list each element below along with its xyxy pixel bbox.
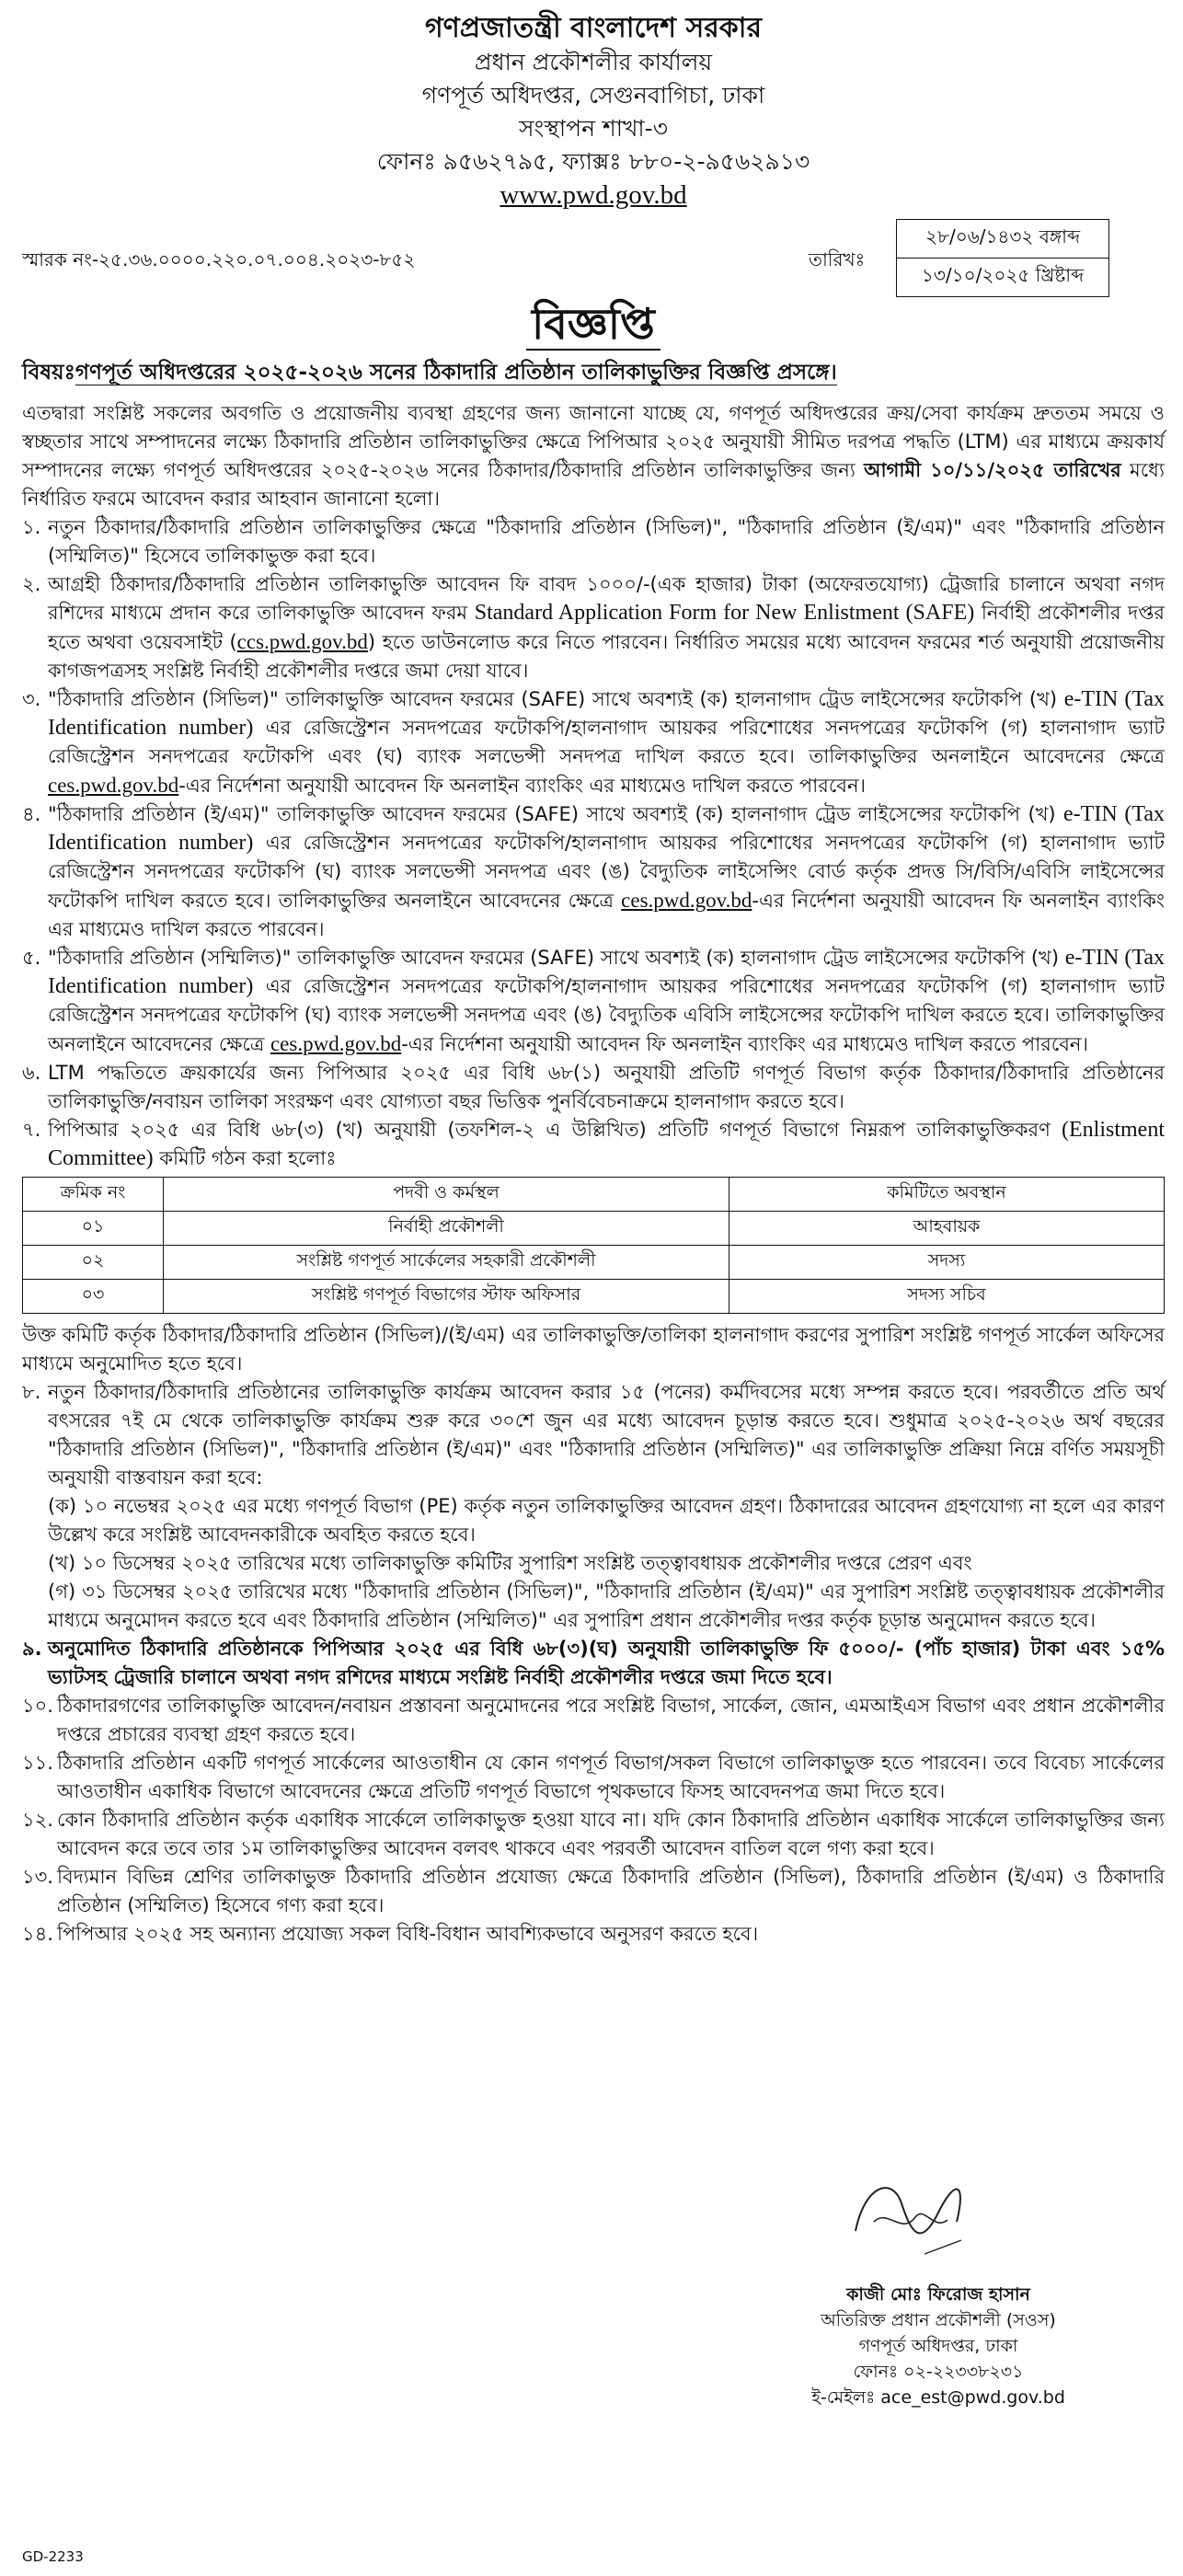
- subject-line: [22, 357, 1165, 388]
- item-text: [48, 1378, 1165, 1635]
- item-text: [48, 944, 1165, 1059]
- list-item: [22, 1059, 1165, 1116]
- footer-code: GD-2233: [22, 2548, 84, 2565]
- item-text-a: "ঠিকাদারি প্রতিষ্ঠান (সিভিল)" তালিকাভুক্তি আবেদন ফরমের (SAFE) সাথে অবশ্যই (ক) হালনাগাদ ট্রেড লাইসেন্সের ফটোকপি (খ): [48, 688, 1064, 710]
- table-row: [23, 1246, 1165, 1280]
- signer-phone: ফোনঃ ০২-২২৩৩৮২৩১: [853, 2362, 1024, 2382]
- item-text-b: এর রেজিস্ট্রেশন সনদপত্রের ফটোকপি/হালনাগাদ আয়কর পরিশোধের সনদপত্রের ফটোকপি (গ) হালনাগাদ ভ্যাট রেজিস্ট্রেশন সনদপত্রের ফটোকপি (ঘ) ব্যাংক সলভেন্সী সনদপত্র এবং (ঙ) বৈদ্যুতিক এবিসি লাইসেন্সের ফটোকপি দাখিল করতে হবে। তালিকাভুক্তির অনলাইনে আবেদনের ক্ষেত্রে: [48, 975, 1165, 1055]
- list-item: [22, 685, 1165, 800]
- govt-name: গণপ্রজাতন্ত্রী বাংলাদেশ সরকার: [425, 12, 762, 44]
- item-text: [48, 800, 1165, 944]
- item-text-c: ) হতে ডাউনলোড করে নিতে পারবেন। নির্ধারিত সময়ের মধ্যে আবেদন ফরমের শর্ত অনুযায়ী প্রয়োজনীয় কাগজপত্রসহ সংশ্লিষ্ট নির্বাহী প্রকৌশলীর দপ্তরে জমা দেয়া যাবে।: [48, 631, 1165, 682]
- table-cell: সদস্য সচিব: [729, 1280, 1165, 1314]
- list-item: [22, 1378, 1165, 1635]
- letterhead: [22, 11, 1165, 212]
- schedule-ka: (ক) ১০ নভেম্বর ২০২৫ এর মধ্যে গণপূর্ত বিভাগ (PE) কর্তৃক নতুন তালিকাভুক্তির আবেদন গ্রহণ। ঠিকাদারের আবেদন গ্রহণযোগ্য না হলে এর কারণ উল্লেখ করে সংশ্লিষ্ট আবেদনকারীকে অবহিত করতে হবে।: [48, 1495, 1165, 1546]
- table-cell: সদস্য: [729, 1246, 1165, 1280]
- item-number: ১৩.: [22, 1866, 53, 1888]
- item-text-a: "ঠিকাদারি প্রতিষ্ঠান (সম্মিলিত)" তালিকাভুক্তি আবেদন ফরমের (SAFE) সাথে অবশ্যই (ক) হালনাগাদ ট্রেড লাইসেন্সের ফটোকপি (খ): [48, 947, 1065, 969]
- table-header-row: [23, 1178, 1165, 1212]
- column-header: কমিটিতে অবস্থান: [729, 1178, 1165, 1212]
- schedule-ga: (গ) ৩১ ডিসেম্বর ২০২৫ তারিখের মধ্যে "ঠিকাদারি প্রতিষ্ঠান (সিভিল)", "ঠিকাদারি প্রতিষ্ঠান (ই/এম)" এর সুপারিশ সংশ্লিষ্ট তত্ত্বাবধায়ক প্রকৌশলীর মাধ্যমে অনুমোদন করতে হবে এবং ঠিকাদারি প্রতিষ্ঠান (সম্মিলিত)" এর সুপারিশ প্রধান প্রকৌশলীর দপ্তর কর্তৃক চূড়ান্ত অনুমোদন করতে হবে।: [48, 1581, 1165, 1631]
- item-text: ঠিকাদারি প্রতিষ্ঠান একটি গণপূর্ত সার্কেলের আওতাধীন যে কোন গণপূর্ত বিভাগ/সকল বিভাগে তালিকাভুক্ত হতে পারবেন। তবে বিবেচ্য সার্কেলের আওতাধীন একাধিক বিভাগে আবেদনের ক্ষেত্রে প্রতিটি গণপূর্ত বিভাগে পৃথকভাবে ফিসহ আবেদনপত্র জমা দিতে হবে।: [57, 1752, 1165, 1802]
- website-link[interactable]: ces.pwd.gov.bd: [48, 774, 179, 797]
- item-number: ১৪.: [22, 1923, 53, 1945]
- list-item: [22, 570, 1165, 685]
- table-cell: ০২: [23, 1246, 164, 1280]
- item-text-a: পিপিআর ২০২৫ এর বিধি ৬৮(৩) (খ) অনুযায়ী (তফশিল-২ এ উল্লিখিত) প্রতিটি গণপূর্ত বিভাগে নিম্নরূপ তালিকাভুক্তিকরণ: [48, 1119, 1062, 1141]
- office-name: প্রধান প্রকৌশলীর কার্যালয়: [474, 49, 713, 75]
- item-number: ৪.: [22, 803, 41, 825]
- safe-form-name: Standard Application Form for New Enlistment (SAFE): [474, 601, 975, 625]
- website-link[interactable]: ces.pwd.gov.bd: [270, 1032, 402, 1055]
- item-text-c: -এর নির্দেশনা অনুযায়ী আবেদন ফি অনলাইন ব্যাংকিং এর মাধ্যমেও দাখিল করতে পারবেন।: [401, 1033, 1088, 1055]
- table-cell: ০৩: [23, 1280, 164, 1314]
- item-text: পিপিআর ২০২৫ সহ অন্যান্য প্রযোজ্য সকল বিধি-বিধান আবশ্যিকভাবে অনুসরণ করতে হবে।: [57, 1923, 759, 1945]
- memo-row: [22, 217, 1165, 293]
- committee-table: [22, 1177, 1165, 1314]
- item-number: ৬.: [22, 1062, 41, 1084]
- item-text-c: কমিটি গঠন করা হলোঃ: [153, 1147, 337, 1169]
- committee-name: (Enlistment Committee): [48, 1118, 1165, 1170]
- item-text: নতুন ঠিকাদার/ঠিকাদারি প্রতিষ্ঠান তালিকাভুক্তির ক্ষেত্রে "ঠিকাদারি প্রতিষ্ঠান (সিভিল)", "ঠিকাদারি প্রতিষ্ঠান (ই/এম)" এবং "ঠিকাদারি প্রতিষ্ঠান (সম্মিলিত)" হিসেবে তালিকাভুক্ত করা হবে।: [48, 516, 1165, 567]
- list-item: [22, 944, 1165, 1059]
- intro-deadline: আগামী ১০/১১/২০২৫ তারিখের: [864, 459, 1121, 481]
- item-number: ১১.: [22, 1752, 53, 1774]
- schedule-kha: (খ) ১০ ডিসেম্বর ২০২৫ তারিখের মধ্যে তালিকাভুক্তি কমিটির সুপারিশ সংশ্লিষ্ট তত্ত্বাবধায়ক প্রকৌশলীর দপ্তরে প্রেরণ এবং: [48, 1552, 972, 1574]
- table-cell: আহবায়ক: [729, 1212, 1165, 1246]
- intro-text: এতদ্বারা সংশ্লিষ্ট সকলের অবগতি ও প্রয়োজনীয় ব্যবস্থা গ্রহণের জন্য জানানো যাচ্ছে যে, গণপূর্ত অধিদপ্তরের ক্রয়/সেবা কার্যক্রম দ্রুততম সময়ে ও স্বচ্ছতার সাথে সম্পাদনের লক্ষ্যে ঠিকাদারি প্রতিষ্ঠান তালিকাভুক্তির ক্ষেত্রে পিপিআর ২০২৫ অনুযায়ী সীমিত দরপত্র পদ্ধতি (LTM) এর মাধ্যমে ক্রয়কার্য সম্পাদনের লক্ষ্যে গণপূর্ত অধিদপ্তরের ২০২৫-২০২৬ সনের ঠিকাদার/ঠিকাদারি প্রতিষ্ঠান তালিকাভুক্তির জন্য: [22, 402, 1165, 481]
- etin-label: e-TIN (Tax Identification number): [48, 946, 1165, 998]
- item-number: ৯.: [22, 1638, 42, 1660]
- notice-title-text: বিজ্ঞপ্তি: [526, 299, 660, 351]
- list-item: [22, 1635, 1165, 1692]
- etin-label: e-TIN (Tax Identification number): [48, 802, 1165, 855]
- list-item: [22, 1749, 1165, 1806]
- item-text: [48, 1116, 1165, 1173]
- list-item: [22, 1920, 1165, 1949]
- memo-reference: স্মারক নং-২৫.৩৬.০০০০.২২০.০৭.০০৪.২০২৩-৮৫২: [22, 248, 416, 270]
- signer-office: গণপূর্ত অধিদপ্তর, ঢাকা: [858, 2336, 1018, 2356]
- item-number: ১২.: [22, 1809, 53, 1831]
- list-item: [22, 800, 1165, 944]
- intro-tail: মধ্যে নির্ধারিত ফরমে আবেদন করার আহবান জানানো হলো।: [22, 459, 1165, 510]
- table-cell: সংশ্লিষ্ট গণপূর্ত সার্কেলের সহকারী প্রকৌশলী: [164, 1246, 729, 1280]
- item-text-c: -এর নির্দেশনা অনুযায়ী আবেদন ফি অনলাইন ব্যাংকিং এর মাধ্যমেও দাখিল করতে পারবেন।: [48, 890, 1165, 940]
- table-cell: সংশ্লিষ্ট গণপূর্ত বিভাগের স্টাফ অফিসার: [164, 1280, 729, 1314]
- item-text: ঠিকাদারগণের তালিকাভুক্তি আবেদন/নবায়ন প্রস্তাবনা অনুমোদনের পরে সংশ্লিষ্ট বিভাগ, সার্কেল, জোন, এমআইএস বিভাগ এবং প্রধান প্রকৌশলীর দপ্তরে প্রচারের ব্যবস্থা গ্রহণ করতে হবে।: [57, 1695, 1165, 1745]
- intro-paragraph: [22, 399, 1165, 513]
- table-cell: নির্বাহী প্রকৌশলী: [164, 1212, 729, 1246]
- signature-block: [718, 2282, 1159, 2410]
- list-item: [22, 1116, 1165, 1173]
- table-row: [23, 1212, 1165, 1246]
- date-frame: [896, 219, 1109, 297]
- item-text: কোন ঠিকাদারি প্রতিষ্ঠান কর্তৃক একাধিক সার্কেলে তালিকাভুক্ত হওয়া যাবে না। যদি কোন ঠিকাদারি প্রতিষ্ঠান একাধিক সার্কেলে তালিকাভুক্তির জন্য আবেদন করে তবে তার ১ম তালিকাভুক্তির আবেদন বলবৎ থাকবে এবং পরবর্তী আবেদন বাতিল বলে গণ্য করা হবে।: [57, 1809, 1165, 1859]
- item-text-a: "ঠিকাদারি প্রতিষ্ঠান (ই/এম)" তালিকাভুক্তি আবেদন ফরমের (SAFE) সাথে অবশ্যই (ক) হালনাগাদ ট্রেড লাইসেন্সের ফটোকপি (খ): [48, 803, 1064, 825]
- notice-title: [22, 296, 1165, 351]
- list-item: [22, 1806, 1165, 1863]
- date-gregorian: ১৩/১০/২০২৫ খ্রিষ্টাব্দ: [921, 264, 1085, 286]
- subject-prefix: বিষয়ঃ: [22, 361, 75, 385]
- item-number: ১০.: [22, 1695, 53, 1717]
- website-link[interactable]: www.pwd.gov.bd: [500, 180, 687, 210]
- item-text-main: নতুন ঠিকাদার/ঠিকাদারি প্রতিষ্ঠানের তালিকাভুক্তি কার্যক্রম আবেদন করার ১৫ (পনের) কর্মদিবসের মধ্যে সম্পন্ন করতে হবে। পরবর্তীতে প্রতি অর্থ বৎসরের ৭ই মে থেকে তালিকাভুক্তি কার্যক্রম শুরু করে ৩০শে জুন এর মধ্যে আবেদন চূড়ান্ত করতে হবে। শুধুমাত্র ২০২৫-২০২৬ অর্থ বছরের "ঠিকাদারি প্রতিষ্ঠান (সিভিল)", "ঠিকাদারি প্রতিষ্ঠান (ই/এম)" এবং "ঠিকাদারি প্রতিষ্ঠান (সম্মিলিত)" এর তালিকাভুক্তি প্রক্রিয়া নিম্নে বর্ণিত সময়সূচী অনুযায়ী বাস্তবায়ন করা হবে:: [48, 1381, 1165, 1489]
- item-text: অনুমোদিত ঠিকাদারি প্রতিষ্ঠানকে পিপিআর ২০২৫ এর বিধি ৬৮(৩)(ঘ) অনুযায়ী তালিকাভুক্তি ফি ৫০০০/- (পাঁচ হাজার) টাকা এবং ১৫% ভ্যাটসহ ট্রেজারি চালানে অথবা নগদ রশিদের মাধ্যমে সংশ্লিষ্ট নির্বাহী প্রকৌশলীর দপ্তরে জমা দিতে হবে।: [48, 1638, 1165, 1688]
- date-box: [809, 219, 1109, 297]
- table-row: [23, 1280, 1165, 1314]
- item-text-b: এর রেজিস্ট্রেশন সনদপত্রের ফটোকপি/হালনাগাদ আয়কর পরিশোধের সনদপত্রের ফটোকপি (গ) হালনাগাদ ভ্যাট রেজিস্ট্রেশন সনদপত্রের ফটোকপি (ঘ) ব্যাংক সলভেন্সী সনদপত্র এবং (ঙ) বৈদ্যুতিক লাইসেন্সিং বোর্ড কর্তৃক প্রদত্ত সি/বিসি/এবিসি লাইসেন্সের ফটোকপি দাখিল করতে হবে। তালিকাভুক্তির অনলাইনে আবেদনের ক্ষেত্রে: [48, 832, 1165, 912]
- list-item: [22, 513, 1165, 570]
- item-text: বিদ্যমান বিভিন্ন শ্রেণির তালিকাভুক্ত ঠিকাদারি প্রতিষ্ঠান প্রযোজ্য ক্ষেত্রে ঠিকাদারি প্রতিষ্ঠান (সিভিল), ঠিকাদারি প্রতিষ্ঠান (ই/এম) ও ঠিকাদারি প্রতিষ্ঠান (সম্মিলিত) হিসেবে গণ্য করা হবে।: [57, 1866, 1165, 1916]
- item-text-b: এর রেজিস্ট্রেশন সনদপত্রের ফটোকপি/হালনাগাদ আয়কর পরিশোধের সনদপত্রের ফটোকপি (গ) হালনাগাদ ভ্যাট রেজিস্ট্রেশন সনদপত্রের ফটোকপি এবং (ঘ) ব্যাংক সলভেন্সী সনদপত্র দাখিল করতে হবে। তালিকাভুক্তির অনলাইনে আবেদনের ক্ষেত্রে: [48, 717, 1165, 767]
- committee-note: উক্ত কমিটি কর্তৃক ঠিকাদার/ঠিকাদারি প্রতিষ্ঠান (সিভিল)/(ই/এম) এর তালিকাভুক্তি/তালিকা হালনাগাদ করণের সুপারিশ সংশ্লিষ্ট গণপূর্ত সার্কেল অফিসের মাধ্যমে অনুমোদিত হতে হবে।: [22, 1324, 1165, 1374]
- department-address: গণপূর্ত অধিদপ্তর, সেগুনবাগিচা, ঢাকা: [421, 82, 765, 109]
- item-number: ৫.: [22, 947, 41, 969]
- table-cell: ০১: [23, 1212, 164, 1246]
- column-header: পদবী ও কর্মস্থল: [164, 1178, 729, 1212]
- signer-email[interactable]: ই-মেইলঃ ace_est@pwd.gov.bd: [811, 2387, 1065, 2408]
- item-number: ৮.: [22, 1381, 41, 1403]
- branch-name: সংস্থাপন শাখা-৩: [519, 115, 668, 142]
- website-link[interactable]: ccs.pwd.gov.bd: [236, 630, 368, 653]
- column-header: ক্রমিক নং: [23, 1178, 164, 1212]
- item-text: [48, 685, 1165, 800]
- etin-label: e-TIN (Tax Identification number): [48, 687, 1166, 740]
- list-item: [22, 1863, 1165, 1920]
- date-bangla: ২৮/০৬/১৪৩২ বঙ্গাব্দ: [897, 220, 1108, 259]
- signature-mark: [837, 2167, 984, 2277]
- item-text-b: নির্বাহী প্রকৌশলীর দপ্তর হতে অথবা ওয়েবসাইট (: [48, 602, 1165, 653]
- item-text: LTM পদ্ধতিতে ক্রয়কার্যের জন্য পিপিআর ২০২৫ এর বিধি ৬৮(১) অনুযায়ী প্রতিটি গণপূর্ত বিভাগ কর্তৃক ঠিকাদার/ঠিকাদারি প্রতিষ্ঠানের তালিকাভুক্তি/নবায়ন তালিকা সংরক্ষণ এবং যোগ্যতা বছর ভিত্তিক পুনর্বিবেচনাক্রমে হালনাগাদ করতে হবে।: [48, 1062, 1165, 1112]
- item-text-a: আগ্রহী ঠিকাদার/ঠিকাদারি প্রতিষ্ঠান তালিকাভুক্তি আবেদন ফি বাবদ ১০০০/-(এক হাজার) টাকা (অফেরতযোগ্য) ট্রেজারি চালানে অথবা নগদ রশিদের মাধ্যমে প্রদান করে তালিকাভুক্তি আবেদন ফরম: [48, 573, 1165, 624]
- item-text-c: -এর নির্দেশনা অনুযায়ী আবেদন ফি অনলাইন ব্যাংকিং এর মাধ্যমেও দাখিল করতে পারবেন।: [178, 775, 866, 797]
- item-text: [48, 570, 1165, 685]
- item-number: ৭.: [22, 1119, 41, 1141]
- subject-text: গণপূর্ত অধিদপ্তরের ২০২৫-২০২৬ সনের ঠিকাদারি প্রতিষ্ঠান তালিকাভুক্তির বিজ্ঞপ্তি প্রসঙ্গে।: [75, 361, 837, 385]
- item-number: ৩.: [22, 688, 41, 710]
- item-number: ২.: [22, 573, 41, 595]
- signer-name: কাজী মোঃ ফিরোজ হাসান: [846, 2284, 1030, 2305]
- website-link[interactable]: ces.pwd.gov.bd: [621, 889, 752, 912]
- signer-designation: অতিরিক্ত প্রধান প্রকৌশলী (সওস): [821, 2310, 1056, 2330]
- date-label: তারিখঃ: [809, 248, 866, 270]
- list-item: [22, 1692, 1165, 1749]
- phone-fax: ফোনঃ ৯৫৬২৭৯৫, ফ্যাক্সঃ ৮৮০-২-৯৫৬২৯১৩: [376, 148, 810, 175]
- item-number: ১.: [22, 516, 41, 538]
